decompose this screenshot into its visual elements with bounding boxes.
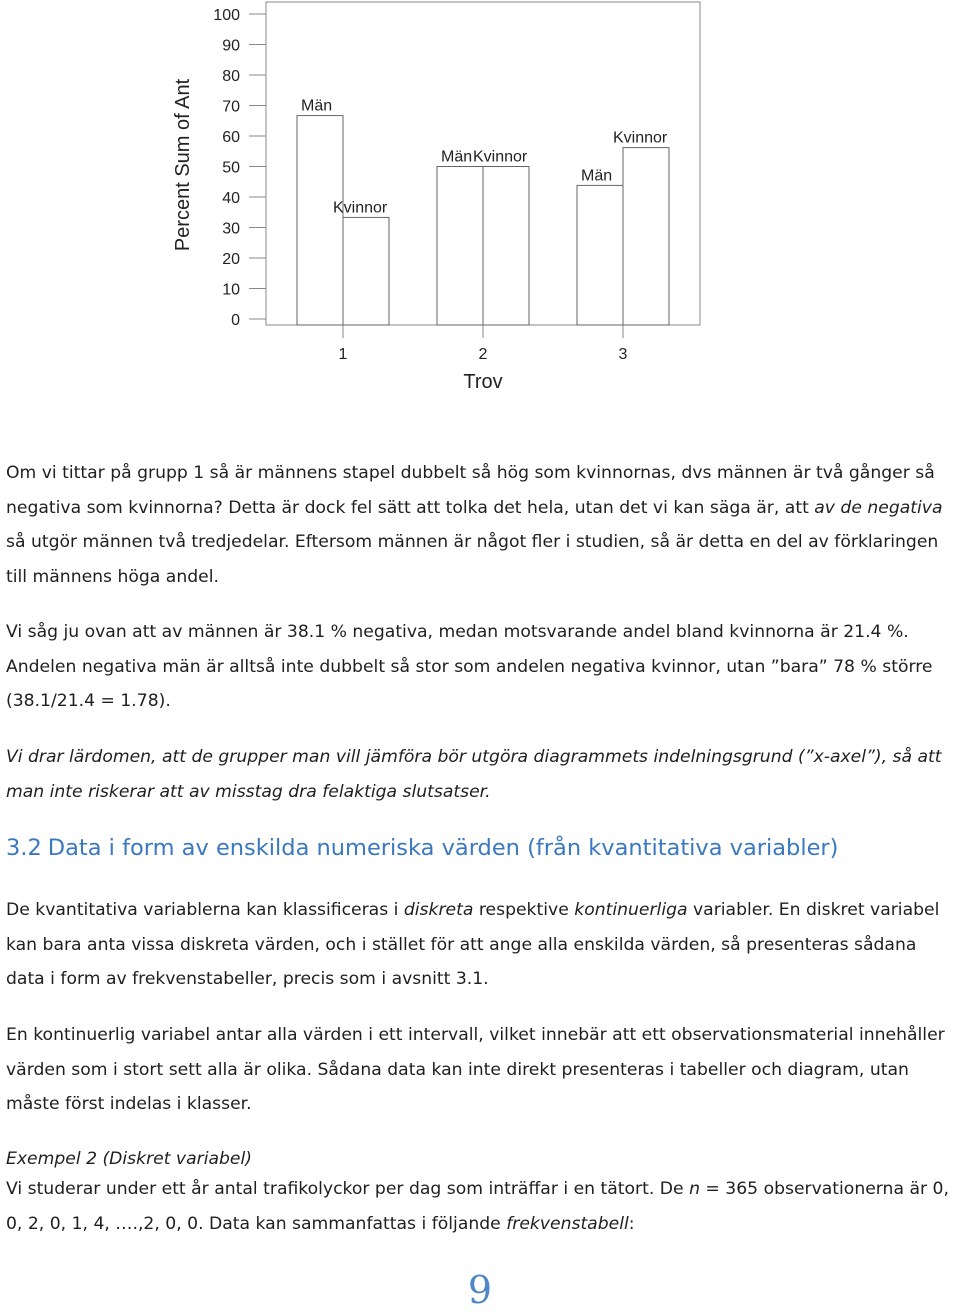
bar — [623, 148, 669, 325]
x-tick-label: 2 — [478, 346, 488, 363]
x-tick-label: 3 — [618, 346, 628, 363]
bar-label: Kvinnor — [613, 129, 668, 147]
y-tick-label: 100 — [213, 7, 240, 24]
bar-chart — [0, 0, 960, 400]
y-tick-label: 0 — [231, 312, 240, 329]
y-axis — [213, 7, 266, 329]
paragraph-6-a: Vi studerar under ett år antal trafikolyckor per dag som inträffar i en tätort. De — [6, 1179, 690, 1199]
bar-label: Kvinnor — [333, 199, 388, 217]
x-tick-label: 1 — [338, 346, 348, 363]
section-number: 3.2 — [6, 835, 42, 861]
paragraph-1-text-2: så utgör männen två tredjedelar. Eftersom männen är något fler i studien, så är detta en del av förklaringen till männens höga andel. — [6, 532, 939, 587]
x-axis-title: Trov — [463, 371, 503, 393]
bar — [437, 167, 483, 326]
y-axis-title: Percent Sum of Ant — [172, 78, 194, 252]
x-axis — [339, 325, 628, 363]
bar — [577, 185, 623, 325]
y-tick-label: 50 — [222, 159, 240, 177]
y-tick-label: 90 — [222, 37, 240, 55]
bar-label: Män — [581, 167, 613, 185]
paragraph-4-a: De kvantitativa variablerna kan klassificeras i — [6, 900, 404, 920]
bar — [483, 167, 529, 326]
paragraph-3: Vi drar lärdomen, att de grupper man vill jämföra bör utgöra diagrammets indelningsgrund (”x-axel”), så att man inte riskerar att av misstag dra felaktiga slutsatser. — [6, 747, 942, 802]
paragraph-6-n: n — [689, 1179, 700, 1199]
paragraph-4-c: respektive — [473, 900, 575, 920]
paragraph-4-e: variabler. En diskret variabel kan bara anta vissa diskreta värden, och i stället för att ange alla enskilda värden, så presenteras sådana data i form av frekvenstabeller, precis som i avsnitt 3.1. — [6, 900, 940, 989]
paragraph-6-frekvenstabell: frekvenstabell — [506, 1213, 629, 1234]
paragraph-4-diskreta: diskreta — [403, 900, 474, 920]
paragraph-4 — [6, 893, 958, 997]
paragraph-6 — [6, 1172, 958, 1241]
paragraph-6-b: = 365 observationerna är 0, 0, 2, 0, 1, 4, ….,2, 0, 0. Data kan sammanfattas i följande — [6, 1179, 949, 1234]
y-tick-label: 80 — [222, 68, 240, 85]
bar-label: Män — [441, 148, 473, 166]
paragraph-5: En kontinuerlig variabel antar alla värden i ett intervall, vilket innebär att ett observationsmaterial innehåller värden som i stort sett alla är olika. Sådana data kan inte direkt presenteras i tabeller och diagram, utan måste först indelas i klasser. — [6, 1025, 945, 1114]
paragraph-1-italic: av de negativa — [814, 497, 943, 518]
y-tick-label: 10 — [222, 281, 240, 299]
bar — [343, 217, 389, 325]
paragraph-1-text: Om vi tittar på grupp 1 så är männens stapel dubbelt så hög som kvinnornas, dvs männen är två gånger så negativa som kvinnorna? Detta är dock fel sätt att tolka det hela, utan det vi kan säga är, att — [6, 463, 935, 518]
section-title: Data i form av enskilda numeriska värden (från kvantitativa variabler) — [47, 835, 839, 861]
y-tick-label: 40 — [222, 190, 240, 207]
y-tick-label: 60 — [222, 129, 240, 146]
bar-label: Kvinnor — [473, 148, 528, 166]
paragraph-4-kontinuerliga: kontinuerliga — [574, 900, 688, 920]
paragraph-6-d: : — [628, 1213, 635, 1234]
bar-label: Män — [301, 97, 333, 115]
bar — [297, 116, 343, 325]
example-title: Exempel 2 (Diskret variabel) — [6, 1149, 252, 1169]
bars-group — [297, 98, 669, 325]
paragraph-1 — [6, 456, 958, 594]
y-tick-label: 20 — [222, 251, 240, 268]
y-tick-label: 70 — [222, 98, 240, 116]
section-heading — [6, 835, 838, 861]
page-number: 9 — [467, 1268, 493, 1312]
paragraph-2: Vi såg ju ovan att av männen är 38.1 % negativa, medan motsvarande andel bland kvinnorna är 21.4 %. Andelen negativa män är alltså inte dubbelt så stor som andelen negativa kvinnor, utan ”bara” 78 % större (38.1/21.4 = 1.78). — [6, 622, 933, 711]
y-tick-label: 30 — [222, 220, 240, 238]
